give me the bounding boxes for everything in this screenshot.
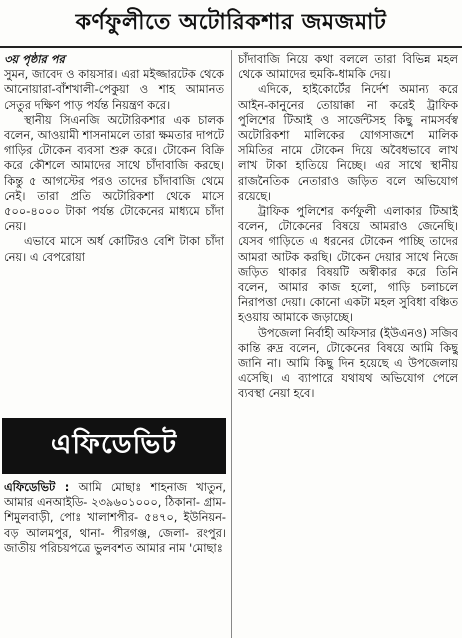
right-paragraph-2: এদিকে, হাইকোর্টের নির্দেশ অমান্য করে আইন-কানুনের তোয়াক্কা না করেই ট্রাফিক পুলিশের টিআই ও সার্জেন্টসহ কিছু নামসর্বস্ব অটোরিকশা মালিকের যোগসাজশে মালিক সমিতির নামে টোকেন দিয়ে অবৈধভাবে লাখ লাখ টাকা হাতিয়ে নিচ্ছে। এর সাথে স্থানীয় রাজনৈতিক নেতারাও জড়িত বলে অভিযোগ রয়েছে। — [238, 82, 458, 203]
left-paragraph-1: সুমন, জাবেদ ও কায়সার। এরা মইজ্জারটেক থেকে আনোয়ারা-বাঁশখালী-পেকুয়া ও শাহ আমানত সেতুর দক্ষিণ পাড় পর্যন্ত নিয়ন্ত্রণ করে। — [4, 67, 224, 112]
right-column — [238, 52, 458, 638]
right-paragraph-4: উপজেলা নির্বাহী অফিসার (ইউএনও) সজিব কান্তি রুদ্র বলেন, টোকেনের বিষয়ে আমি কিছু জানি না। আমি কিছু দিন হয়েছে এ উপজেলায় এসেছি। এ ব্যাপারে যথাযথ অভিযোগ পেলে ব্যবস্থা নেয়া হবে। — [238, 325, 458, 401]
headline-rule — [0, 46, 462, 48]
affidavit-text: আমি মোছাঃ শাহনাজ খাতুন, আমার এনআইডি- ২৩৯৬০১০০০, ঠিকানা- গ্রাম- শিমুলবাড়ী, পোঃ খালাশপীর- ৫৪৭০, ইউনিয়ন- বড় আলমপুর, থানা- পীরগঞ্জ, জেলা- রংপুর। জাতীয় পরিচয়পত্রে ভুলবশত আমার নাম 'মোছাঃ — [4, 480, 226, 555]
affidavit-notice — [4, 480, 226, 638]
affidavit-lead: এফিডেভিট : — [4, 480, 70, 494]
column-divider — [231, 50, 232, 638]
left-column — [4, 52, 224, 414]
headline: কর্ণফুলীতে অটোরিকশার জমজমাট — [75, 9, 387, 35]
left-paragraph-2: স্থানীয় সিএনজি অটোরিকশার এক চালক বলেন, আওয়ামী শাসনামলে তারা ক্ষমতার দাপটে গাড়ির টোকেন ব্যবসা শুরু করে। টোকেন বিক্রি করে কৌশলে আমাদের সাথে চাঁদাবাজি করছে। কিন্তু ৫ আগস্টের পরও তাদের চাঁদাবাজি থেমে নেই। তারা প্রতি অটোরিকশা থেকে মাসে ৫০০-৪০০০ টাকা পর্যন্ত টোকেনের মাধ্যমে চাঁদা নেয়। — [4, 112, 224, 234]
affidavit-banner: এফিডেভিট — [2, 418, 226, 474]
right-paragraph-1: চাঁদাবাজি নিয়ে কথা বললে তারা বিভিন্ন মহল থেকে আমাদের হুমকি-ধামকি দেয়। — [238, 52, 458, 82]
right-paragraph-3: ট্রাফিক পুলিশের কর্ণফুলী এলাকার টিআই বলেন, টোকেনের বিষয়ে আমরাও জেনেছি। যেসব গাড়িতে এ ধরনের টোকেন পাচ্ছি তাদের আমরা আটক করছি। টোকেন দেয়ার সাথে নিজে জড়িত থাকার বিষয়টি অস্বীকার করে তিনি বলেন, আমার কাজ হলো, গাড়ি চলাচলে নিরাপত্তা দেয়া। কোনো একটা মহল সুবিধা বঞ্চিত হওয়ায় আমাকে জড়াচ্ছে। — [238, 204, 458, 325]
continuation-kicker: ৩য় পৃষ্ঠার পর — [4, 52, 65, 66]
left-paragraph-3: এভাবে মাসে অর্ধ কোটিরও বেশি টাকা চাঁদা নেয়। এ বেপরোয়া — [4, 234, 224, 264]
